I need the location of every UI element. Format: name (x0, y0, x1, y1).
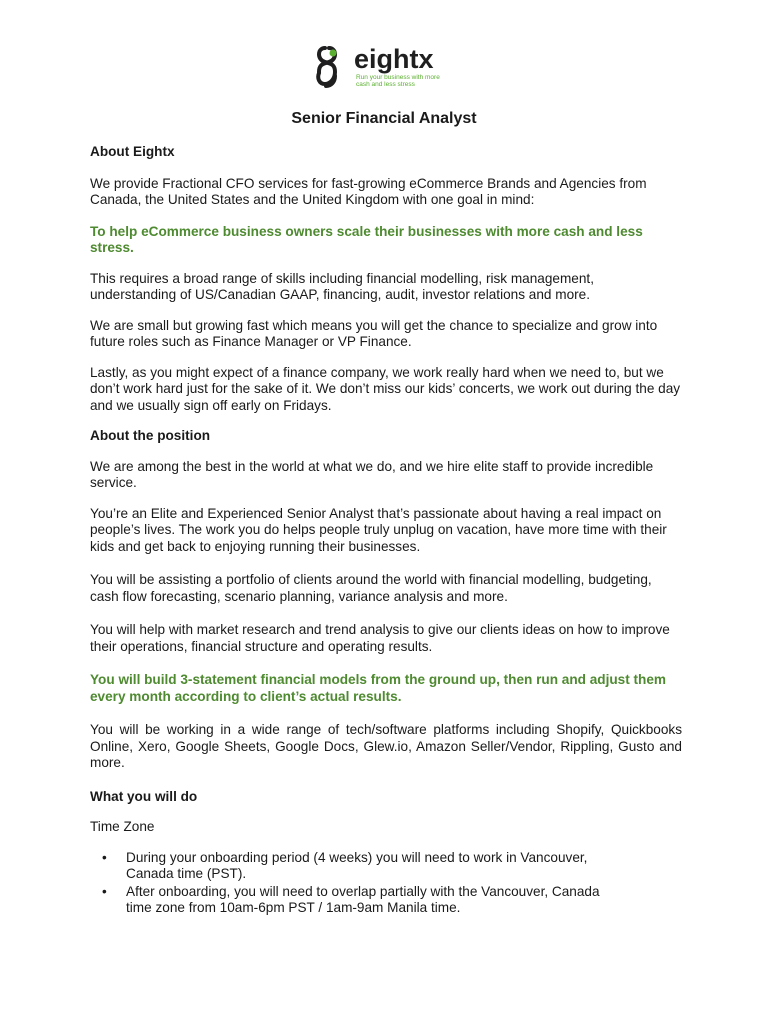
about-eightx-paragraph-1: We provide Fractional CFO services for fast-growing eCommerce Brands and Agencies from Canada, the United States and the United Kingdom with one goal in mind: (90, 175, 647, 207)
list-item: • During your onboarding period (4 weeks) you will need to work in Vancouver, Canada time (PST). (90, 850, 602, 883)
about-eightx-paragraph-4: Lastly, as you might expect of a finance company, we work really hard when we need to, but we don’t work hard just for the sake of it. We don’t miss our kids’ concerts, we work out during the day and we usually sign off early on Fridays. (90, 364, 681, 413)
document-body (90, 144, 682, 917)
goal-statement: To help eCommerce business owners scale their businesses with more cash and less stress. (90, 223, 643, 255)
about-eightx-heading: About Eightx (90, 144, 175, 159)
eightx-logo-mark (316, 42, 456, 98)
about-position-paragraph-3: You will be assisting a portfolio of clients around the world with financial modelling, budgeting, cash flow forecasting, scenario planning, variance analysis and more. (90, 572, 652, 604)
time-zone-list (90, 850, 682, 917)
about-position-paragraph-1: We are among the best in the world at what we do, and we hire elite staff to provide incredible service. (90, 458, 654, 490)
page-title: Senior Financial Analyst (291, 110, 477, 127)
about-position-paragraph-4: You will help with market research and trend analysis to give our clients ideas on how to improve their operations, financial structure and operating results. (90, 622, 670, 654)
logo-tagline-1: Run your business with more (356, 74, 440, 81)
about-eightx-paragraph-2: This requires a broad range of skills including financial modelling, risk management, understanding of US/Canadian GAAP, financing, audit, investor relations and more. (90, 270, 594, 302)
logo-wordmark: eightx (354, 44, 434, 74)
list-item: • After onboarding, you will need to overlap partially with the Vancouver, Canada time zone from 10am-6pm PST / 1am-9am Manila time. (90, 884, 602, 917)
logo-tagline-2: cash and less stress (356, 81, 415, 88)
about-position-paragraph-5: You will be working in a wide range of tech/software platforms including Shopify, Quickbooks Online, Xero, Google Sheets, Google Docs, Glew.io, Amazon Seller/Vendor, Rippling, Gusto and more. (90, 722, 682, 770)
eightx-logo (316, 42, 456, 98)
about-eightx-paragraph-3: We are small but growing fast which means you will get the chance to specialize and grow into future roles such as Finance Manager or VP Finance. (90, 317, 658, 349)
what-you-will-do-heading: What you will do (90, 788, 198, 804)
about-position-paragraph-2: You’re an Elite and Experienced Senior Analyst that’s passionate about having a real impact on people’s lives. The work you do helps people truly unplug on vacation, have more time with their kids and get back to enjoying running their businesses. (90, 505, 667, 554)
time-zone-subheading: Time Zone (90, 819, 155, 834)
models-highlight: You will build 3-statement financial models from the ground up, then run and adjust them every month according to client’s actual results. (90, 672, 667, 704)
about-position-heading: About the position (90, 428, 211, 443)
